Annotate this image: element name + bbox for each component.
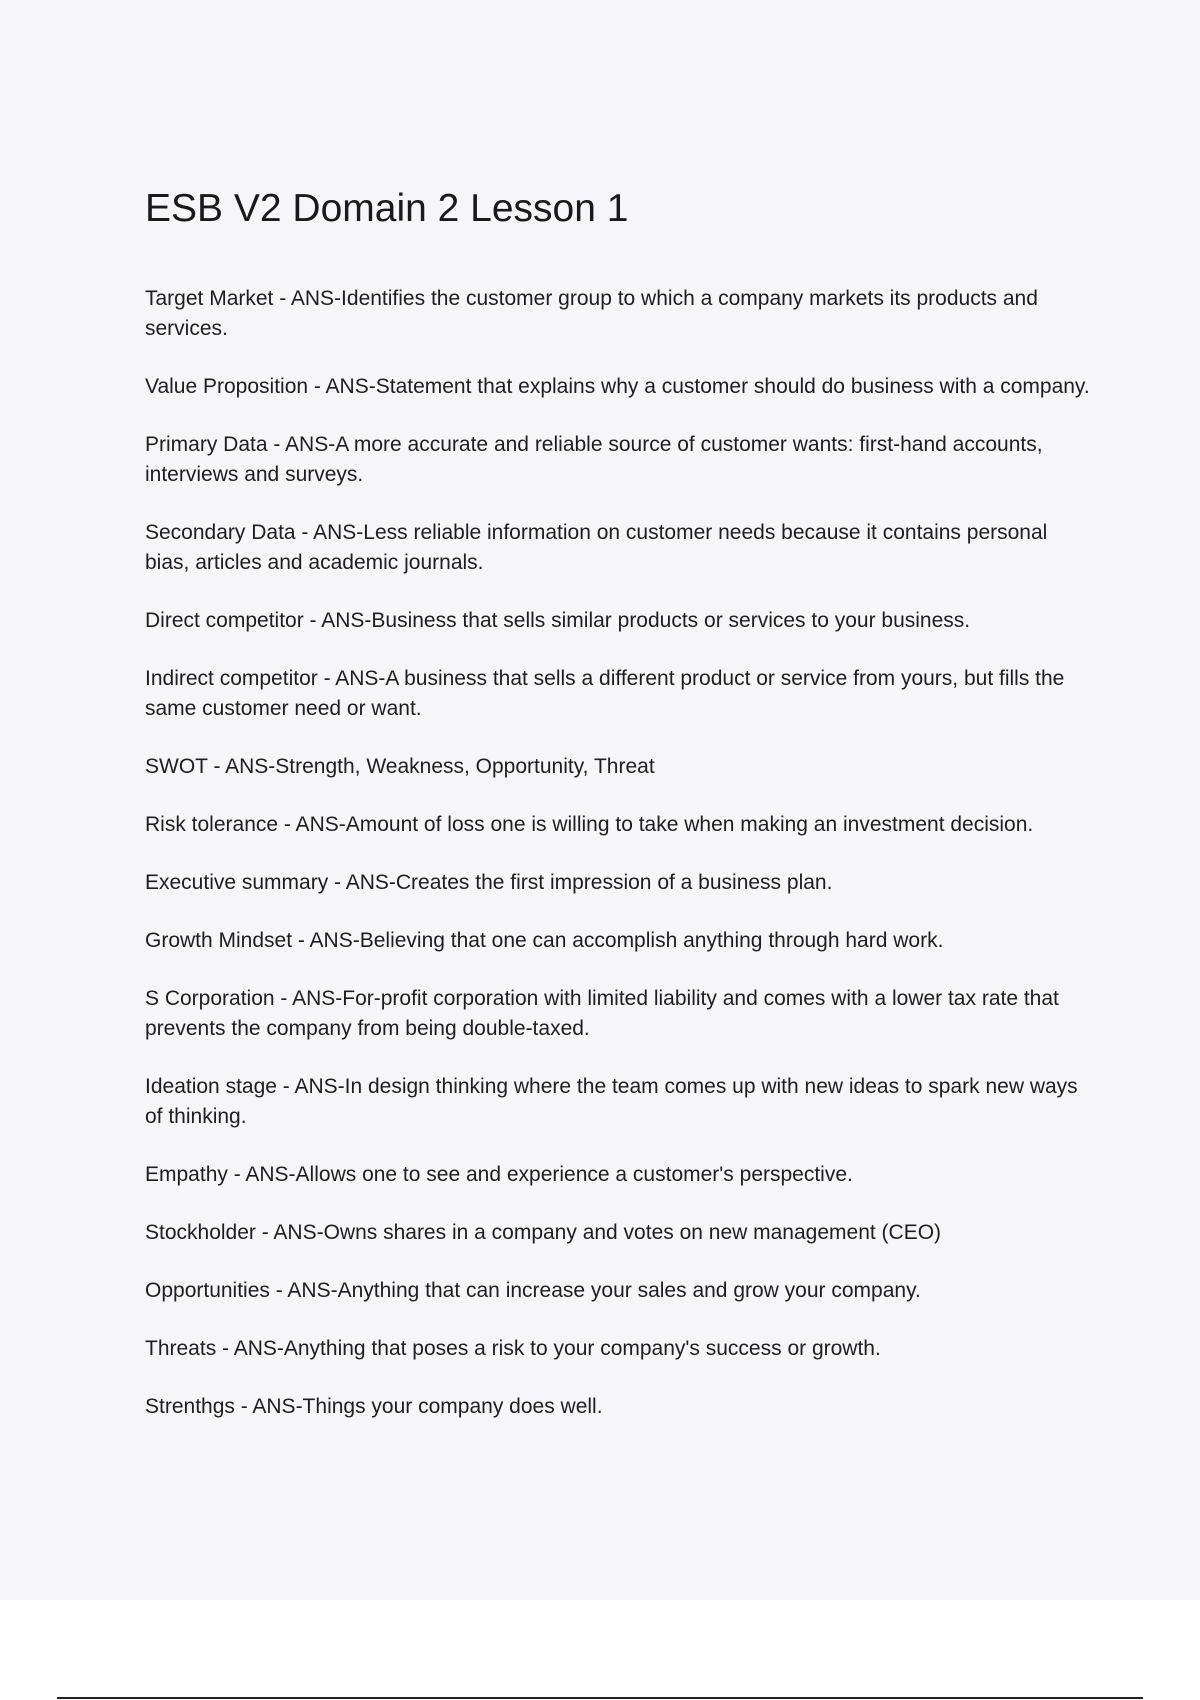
document-content <box>145 183 1095 1450</box>
glossary-entry: Primary Data - ANS-A more accurate and reliable source of customer wants: first-hand accounts, interviews and surveys. <box>145 433 1043 486</box>
glossary-entry: Secondary Data - ANS-Less reliable information on customer needs because it contains personal bias, articles and academic journals. <box>145 521 1048 574</box>
glossary-entry: SWOT - ANS-Strength, Weakness, Opportunity, Threat <box>145 755 655 778</box>
glossary-entry: Threats - ANS-Anything that poses a risk to your company's success or growth. <box>145 1337 881 1360</box>
glossary-entry: Strenthgs - ANS-Things your company does well. <box>145 1395 603 1418</box>
glossary-entry: Target Market - ANS-Identifies the customer group to which a company markets its products and services. <box>145 287 1038 340</box>
glossary-entry: Empathy - ANS-Allows one to see and experience a customer's perspective. <box>145 1163 853 1186</box>
glossary-entry: Growth Mindset - ANS-Believing that one can accomplish anything through hard work. <box>145 929 944 952</box>
glossary-entry: Stockholder - ANS-Owns shares in a company and votes on new management (CEO) <box>145 1221 942 1244</box>
glossary-entry: Direct competitor - ANS-Business that sells similar products or services to your business. <box>145 609 971 632</box>
footer-divider <box>57 1697 1143 1699</box>
glossary-entry: S Corporation - ANS-For-profit corporation with limited liability and comes with a lower tax rate that prevents the company from being double-taxed. <box>145 987 1059 1040</box>
glossary-entry: Indirect competitor - ANS-A business that sells a different product or service from yours, but fills the same customer need or want. <box>145 667 1065 720</box>
glossary-entry: Opportunities - ANS-Anything that can increase your sales and grow your company. <box>145 1279 921 1302</box>
glossary-entry: Executive summary - ANS-Creates the first impression of a business plan. <box>145 871 833 894</box>
glossary-entry: Ideation stage - ANS-In design thinking where the team comes up with new ideas to spark new ways of thinking. <box>145 1075 1078 1128</box>
glossary-entry: Risk tolerance - ANS-Amount of loss one is willing to take when making an investment decision. <box>145 813 1034 836</box>
page-title: ESB V2 Domain 2 Lesson 1 <box>145 187 629 230</box>
glossary-entry: Value Proposition - ANS-Statement that explains why a customer should do business with a company. <box>145 375 1090 398</box>
